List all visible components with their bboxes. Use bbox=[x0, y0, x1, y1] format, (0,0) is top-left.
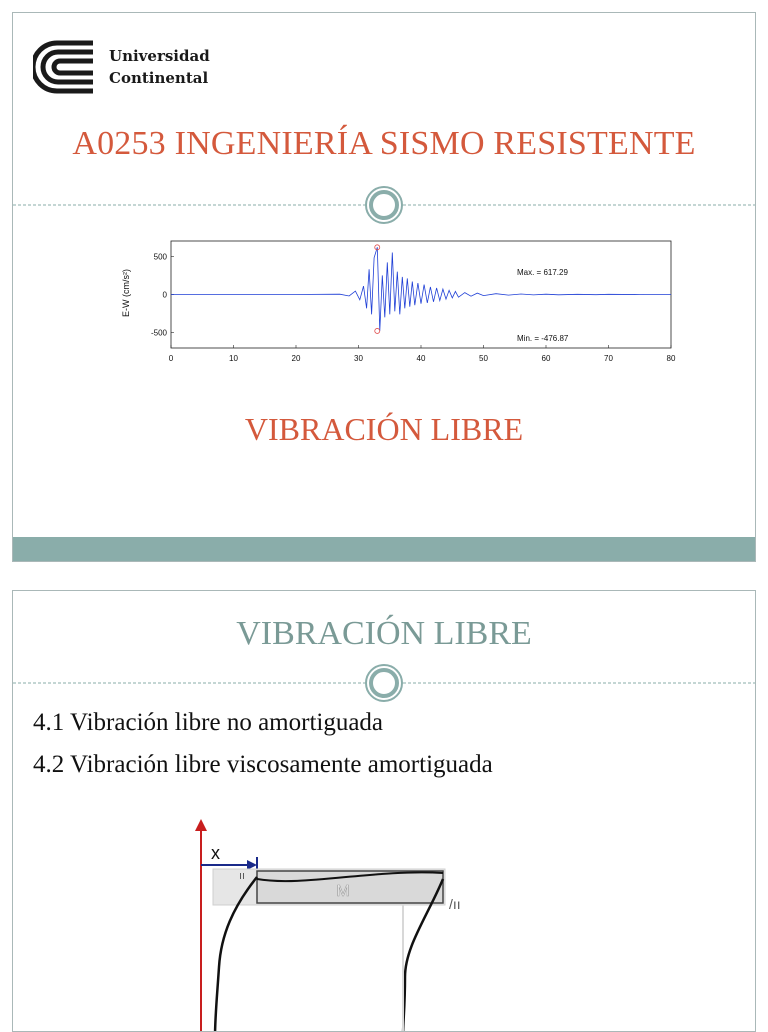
logo-line-2: Continental bbox=[109, 69, 209, 87]
x-tick-label: 60 bbox=[541, 354, 551, 363]
section-subtitle: VIBRACIÓN LIBRE bbox=[244, 411, 524, 447]
separator-ring-icon bbox=[13, 185, 755, 225]
x-tick-label: 50 bbox=[479, 354, 488, 363]
x-tick-label: 30 bbox=[354, 354, 363, 363]
y-tick-label: 0 bbox=[162, 290, 167, 300]
separator-ring-icon bbox=[13, 663, 755, 703]
x-tick-label: 0 bbox=[168, 354, 174, 363]
slide-title bbox=[12, 12, 756, 562]
topic-item-4-2: 4.2 Vibración libre viscosamente amortiguada bbox=[33, 751, 493, 778]
y-tick-label: -500 bbox=[150, 328, 167, 338]
logo-text bbox=[109, 45, 210, 89]
displacement-label: x bbox=[211, 843, 220, 863]
mass-label: M bbox=[336, 883, 350, 900]
x-tick-label: 70 bbox=[604, 354, 613, 363]
svg-text:/ıı: /ıı bbox=[449, 896, 461, 912]
slide-footer-bar bbox=[13, 537, 755, 561]
university-logo bbox=[33, 37, 233, 97]
x-tick-label: 20 bbox=[291, 354, 301, 363]
svg-text:ıı: ıı bbox=[239, 870, 246, 882]
slide-title-2: VIBRACIÓN LIBRE bbox=[236, 615, 532, 652]
y-tick-label: 500 bbox=[153, 252, 167, 262]
x-tick-label: 40 bbox=[416, 354, 426, 363]
x-tick-label: 80 bbox=[666, 354, 676, 363]
single-story-frame-diagram bbox=[173, 817, 493, 1032]
course-title: A0253 INGENIERÍA SISMO RESISTENTE bbox=[72, 125, 696, 162]
logo-mark-icon bbox=[33, 37, 103, 97]
min-annotation: Min. = -476.87 bbox=[517, 334, 569, 343]
accelerogram-chart bbox=[117, 235, 677, 377]
max-annotation: Max. = 617.29 bbox=[517, 268, 568, 277]
logo-line-1: Universidad bbox=[109, 47, 210, 65]
x-tick-label: 10 bbox=[229, 354, 238, 363]
up-arrow-icon bbox=[195, 819, 207, 831]
topic-item-4-1: 4.1 Vibración libre no amortiguada bbox=[33, 709, 384, 736]
slide-contents bbox=[12, 590, 756, 1032]
chart-ylabel: E-W (cm/s²) bbox=[121, 269, 131, 317]
